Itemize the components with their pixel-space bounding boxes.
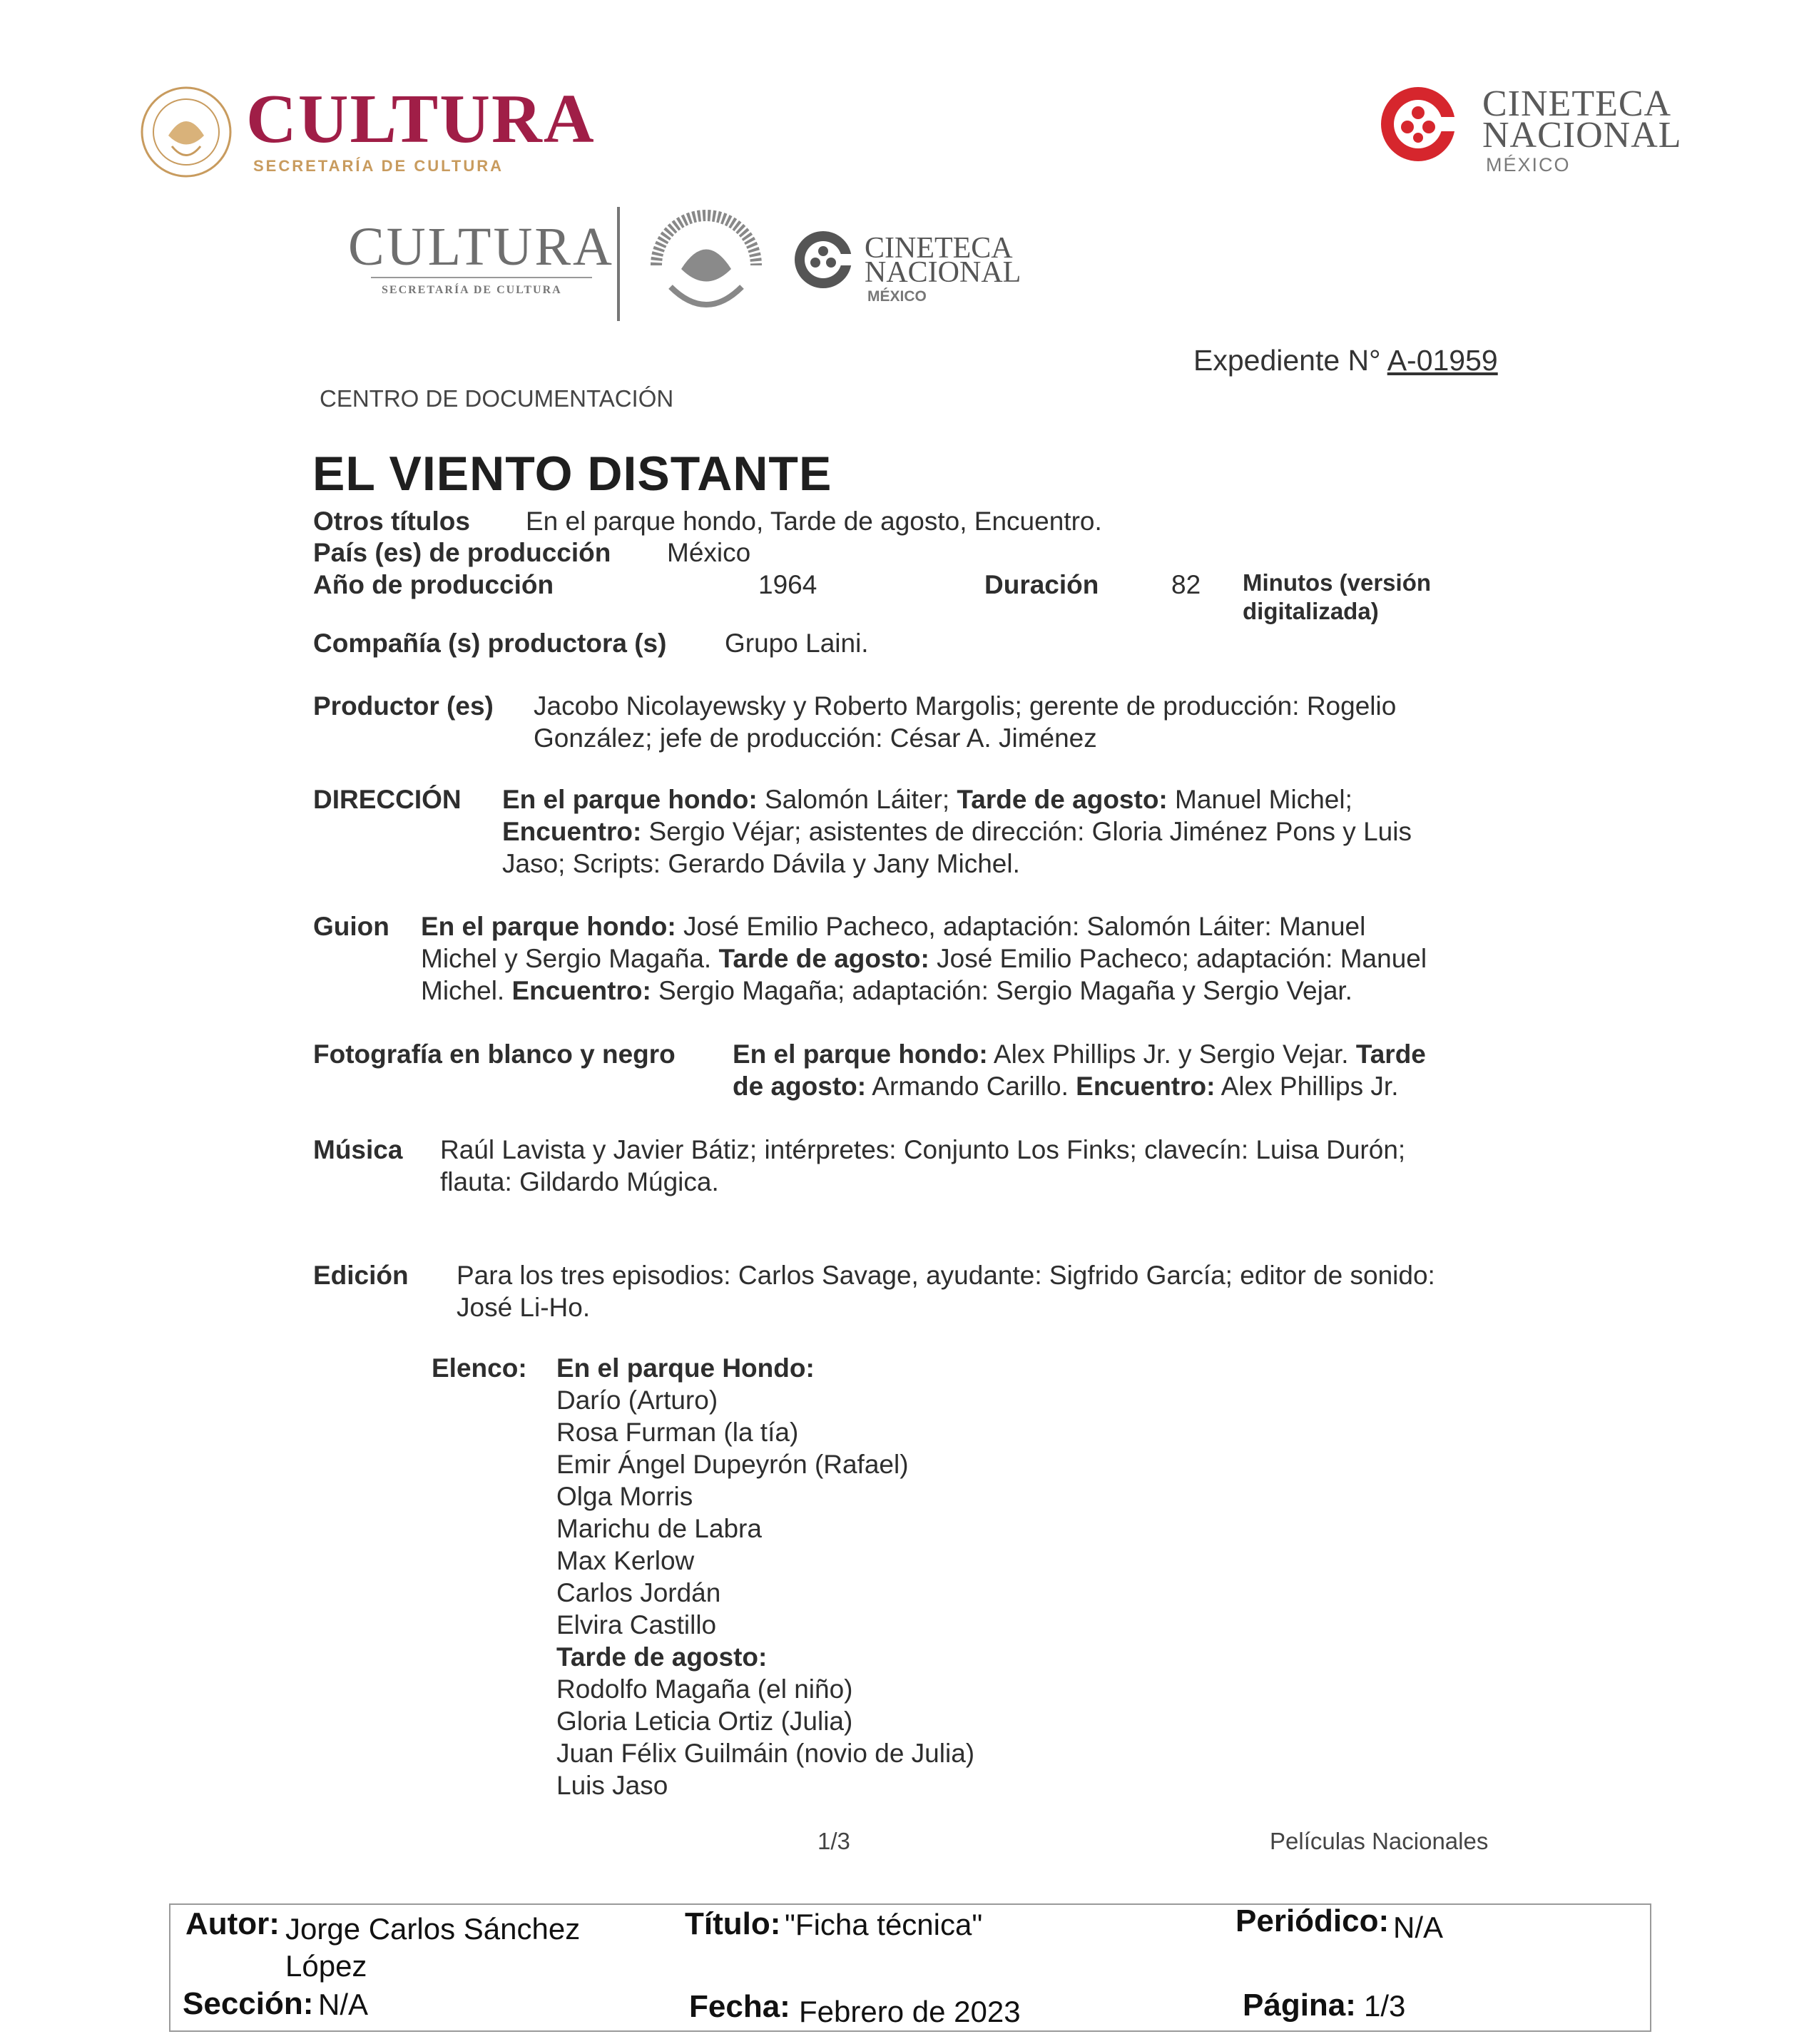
foto-text2: Armando Carillo. xyxy=(866,1072,1076,1101)
direccion-line3: Jaso; Scripts: Gerardo Dávila y Jany Michel. xyxy=(502,849,1020,878)
cineteca-logo-line2: NACIONAL xyxy=(1482,115,1682,156)
musica-label: Música xyxy=(313,1135,403,1164)
doc-seal-of-mexico-icon xyxy=(642,201,770,322)
cast-member: Gloria Leticia Ortiz (Julia) xyxy=(556,1707,853,1736)
guion-text1: José Emilio Pacheco, adaptación: Salomón Láiter: Manuel xyxy=(676,912,1366,941)
expediente-label: Expediente N° xyxy=(1193,344,1381,377)
guion-episode1: En el parque hondo: xyxy=(421,912,676,941)
page-number: 1/3 xyxy=(817,1828,850,1854)
fotografia-value xyxy=(733,1038,1426,1102)
cineteca-logo-subtitle: MÉXICO xyxy=(1486,154,1571,176)
cultura-logo-subtitle: SECRETARÍA DE CULTURA xyxy=(253,157,504,175)
foto-episode2a: Tarde xyxy=(1355,1039,1426,1069)
foto-text3: Alex Phillips Jr. xyxy=(1215,1072,1399,1101)
guion-episode3: Encuentro: xyxy=(511,976,651,1005)
fecha-value: Febrero de 2023 xyxy=(799,1995,1021,2028)
guion-label: Guion xyxy=(313,912,389,941)
anio-value: 1964 xyxy=(758,570,817,599)
elenco-label: Elenco: xyxy=(432,1353,527,1383)
pais-label: País (es) de producción xyxy=(313,538,611,567)
expediente xyxy=(1193,344,1498,377)
cast-member: Olga Morris xyxy=(556,1482,693,1511)
edicion-label: Edición xyxy=(313,1261,409,1290)
logo-divider xyxy=(617,207,620,321)
cast-member: Darío (Arturo) xyxy=(556,1385,718,1415)
otros-titulos-value: En el parque hondo, Tarde de agosto, Encuentro. xyxy=(526,507,1102,536)
cineteca-logo-icon xyxy=(1378,84,1458,164)
cast-member: Rosa Furman (la tía) xyxy=(556,1418,799,1447)
minutos-note-line2: digitalizada) xyxy=(1243,598,1379,624)
fecha-label: Fecha: xyxy=(689,1989,790,2024)
autor-line2: López xyxy=(285,1949,367,1983)
duracion-label: Duración xyxy=(984,570,1099,599)
pais-value: México xyxy=(667,538,751,567)
guion-text4: Michel. xyxy=(421,976,512,1005)
doc-cineteca-logo-icon xyxy=(793,230,853,290)
periodico-value: N/A xyxy=(1393,1911,1444,1944)
expediente-value: A-01959 xyxy=(1387,344,1498,377)
direccion-episode1: En el parque hondo: xyxy=(502,785,758,814)
elenco-group2: Tarde de agosto: xyxy=(556,1642,768,1672)
centro-documentacion: CENTRO DE DOCUMENTACIÓN xyxy=(320,385,674,412)
cast-member: Marichu de Labra xyxy=(556,1514,762,1543)
minutos-note-line1: Minutos (versión xyxy=(1243,569,1432,596)
cineteca-logo-line1: CINETECA xyxy=(1482,83,1672,124)
doc-cultura-logo-subtitle: SECRETARÍA DE CULTURA xyxy=(382,284,562,296)
guion-text2: Michel y Sergio Magaña. xyxy=(421,944,719,973)
productor-value xyxy=(534,690,1396,754)
doc-cultura-logo-text: CULTURA xyxy=(348,217,614,277)
doc-cineteca-subtitle: MÉXICO xyxy=(867,288,927,305)
foto-episode3: Encuentro: xyxy=(1076,1072,1216,1101)
titulo-label: Título: xyxy=(685,1906,781,1941)
direccion-value xyxy=(502,783,1412,880)
elenco-cast1 xyxy=(556,1384,974,1641)
guion-episode2: Tarde de agosto: xyxy=(718,944,929,973)
cast-member: Luis Jaso xyxy=(556,1771,668,1800)
doc-cineteca-line2: NACIONAL xyxy=(865,256,1021,289)
direccion-episode3: Encuentro: xyxy=(502,817,642,846)
direccion-episode2: Tarde de agosto: xyxy=(957,785,1168,814)
musica-line1: Raúl Lavista y Javier Bátiz; intérpretes: Conjunto Los Finks; clavecín: Luisa Durón; xyxy=(440,1135,1406,1164)
foto-episode2b: de agosto: xyxy=(733,1072,867,1101)
anio-label: Año de producción xyxy=(313,570,554,599)
musica-line2: flauta: Gildardo Múgica. xyxy=(440,1167,719,1196)
seccion-value: N/A xyxy=(318,1988,369,2021)
titulo-value: "Ficha técnica" xyxy=(785,1908,983,1941)
cast-member: Max Kerlow xyxy=(556,1546,695,1575)
cast-member: Carlos Jordán xyxy=(556,1578,721,1607)
direccion-text2: Manuel Michel; xyxy=(1167,785,1352,814)
productor-line1: Jacobo Nicolayewsky y Roberto Margolis; gerente de producción: Rogelio xyxy=(534,691,1397,721)
direccion-label: DIRECCIÓN xyxy=(313,785,462,814)
elenco-cast2 xyxy=(556,1673,974,1801)
seccion-label: Sección: xyxy=(183,1986,314,2021)
guion-value xyxy=(421,910,1427,1007)
footer-category: Películas Nacionales xyxy=(1270,1828,1489,1854)
cast-member: Elvira Castillo xyxy=(556,1610,717,1639)
cast-member: Rodolfo Magaña (el niño) xyxy=(556,1674,853,1704)
compania-value: Grupo Laini. xyxy=(725,629,869,658)
autor-label: Autor: xyxy=(185,1906,280,1941)
compania-label: Compañía (s) productora (s) xyxy=(313,629,667,658)
pagina-label: Página: xyxy=(1243,1988,1356,2023)
productor-line2: González; jefe de producción: César A. Jiménez xyxy=(534,723,1097,753)
cast-member: Juan Félix Guilmáin (novio de Julia) xyxy=(556,1739,975,1768)
direccion-text3: Sergio Véjar; asistentes de dirección: Gloria Jiménez Pons y Luis xyxy=(641,817,1412,846)
elenco-group1: En el parque Hondo: xyxy=(556,1353,815,1383)
productor-label: Productor (es) xyxy=(313,691,494,721)
edicion-line2: José Li-Ho. xyxy=(457,1293,591,1322)
fotografia-label: Fotografía en blanco y negro xyxy=(313,1039,676,1069)
musica-value xyxy=(440,1134,1405,1198)
foto-episode1: En el parque hondo: xyxy=(733,1039,988,1069)
periodico-label: Periódico: xyxy=(1235,1903,1390,1938)
doc-cineteca-line1: CINETECA xyxy=(865,232,1013,265)
minutos-note xyxy=(1243,569,1431,626)
edicion-line1: Para los tres episodios: Carlos Savage, ayudante: Sigfrido García; editor de sonido: xyxy=(457,1261,1435,1290)
edicion-value xyxy=(457,1259,1435,1323)
cultura-logo-text: CULTURA xyxy=(246,81,596,158)
cast-member: Emir Ángel Dupeyrón (Rafael) xyxy=(556,1450,909,1479)
autor-value xyxy=(285,1911,580,1985)
duracion-value: 82 xyxy=(1171,570,1201,599)
elenco-list xyxy=(556,1352,974,1801)
pagina-value: 1/3 xyxy=(1364,1989,1406,2023)
direccion-text1: Salomón Láiter; xyxy=(757,785,957,814)
autor-line1: Jorge Carlos Sánchez xyxy=(285,1912,581,1946)
foto-text1: Alex Phillips Jr. y Sergio Vejar. xyxy=(987,1039,1356,1069)
film-title: EL VIENTO DISTANTE xyxy=(312,447,832,501)
otros-titulos-label: Otros títulos xyxy=(313,507,470,536)
guion-text3: José Emilio Pacheco; adaptación: Manuel xyxy=(929,944,1427,973)
doc-cultura-logo-rule xyxy=(371,277,592,278)
guion-text5: Sergio Magaña; adaptación: Sergio Magaña y Sergio Vejar. xyxy=(651,976,1352,1005)
seal-of-mexico-icon xyxy=(140,86,233,178)
